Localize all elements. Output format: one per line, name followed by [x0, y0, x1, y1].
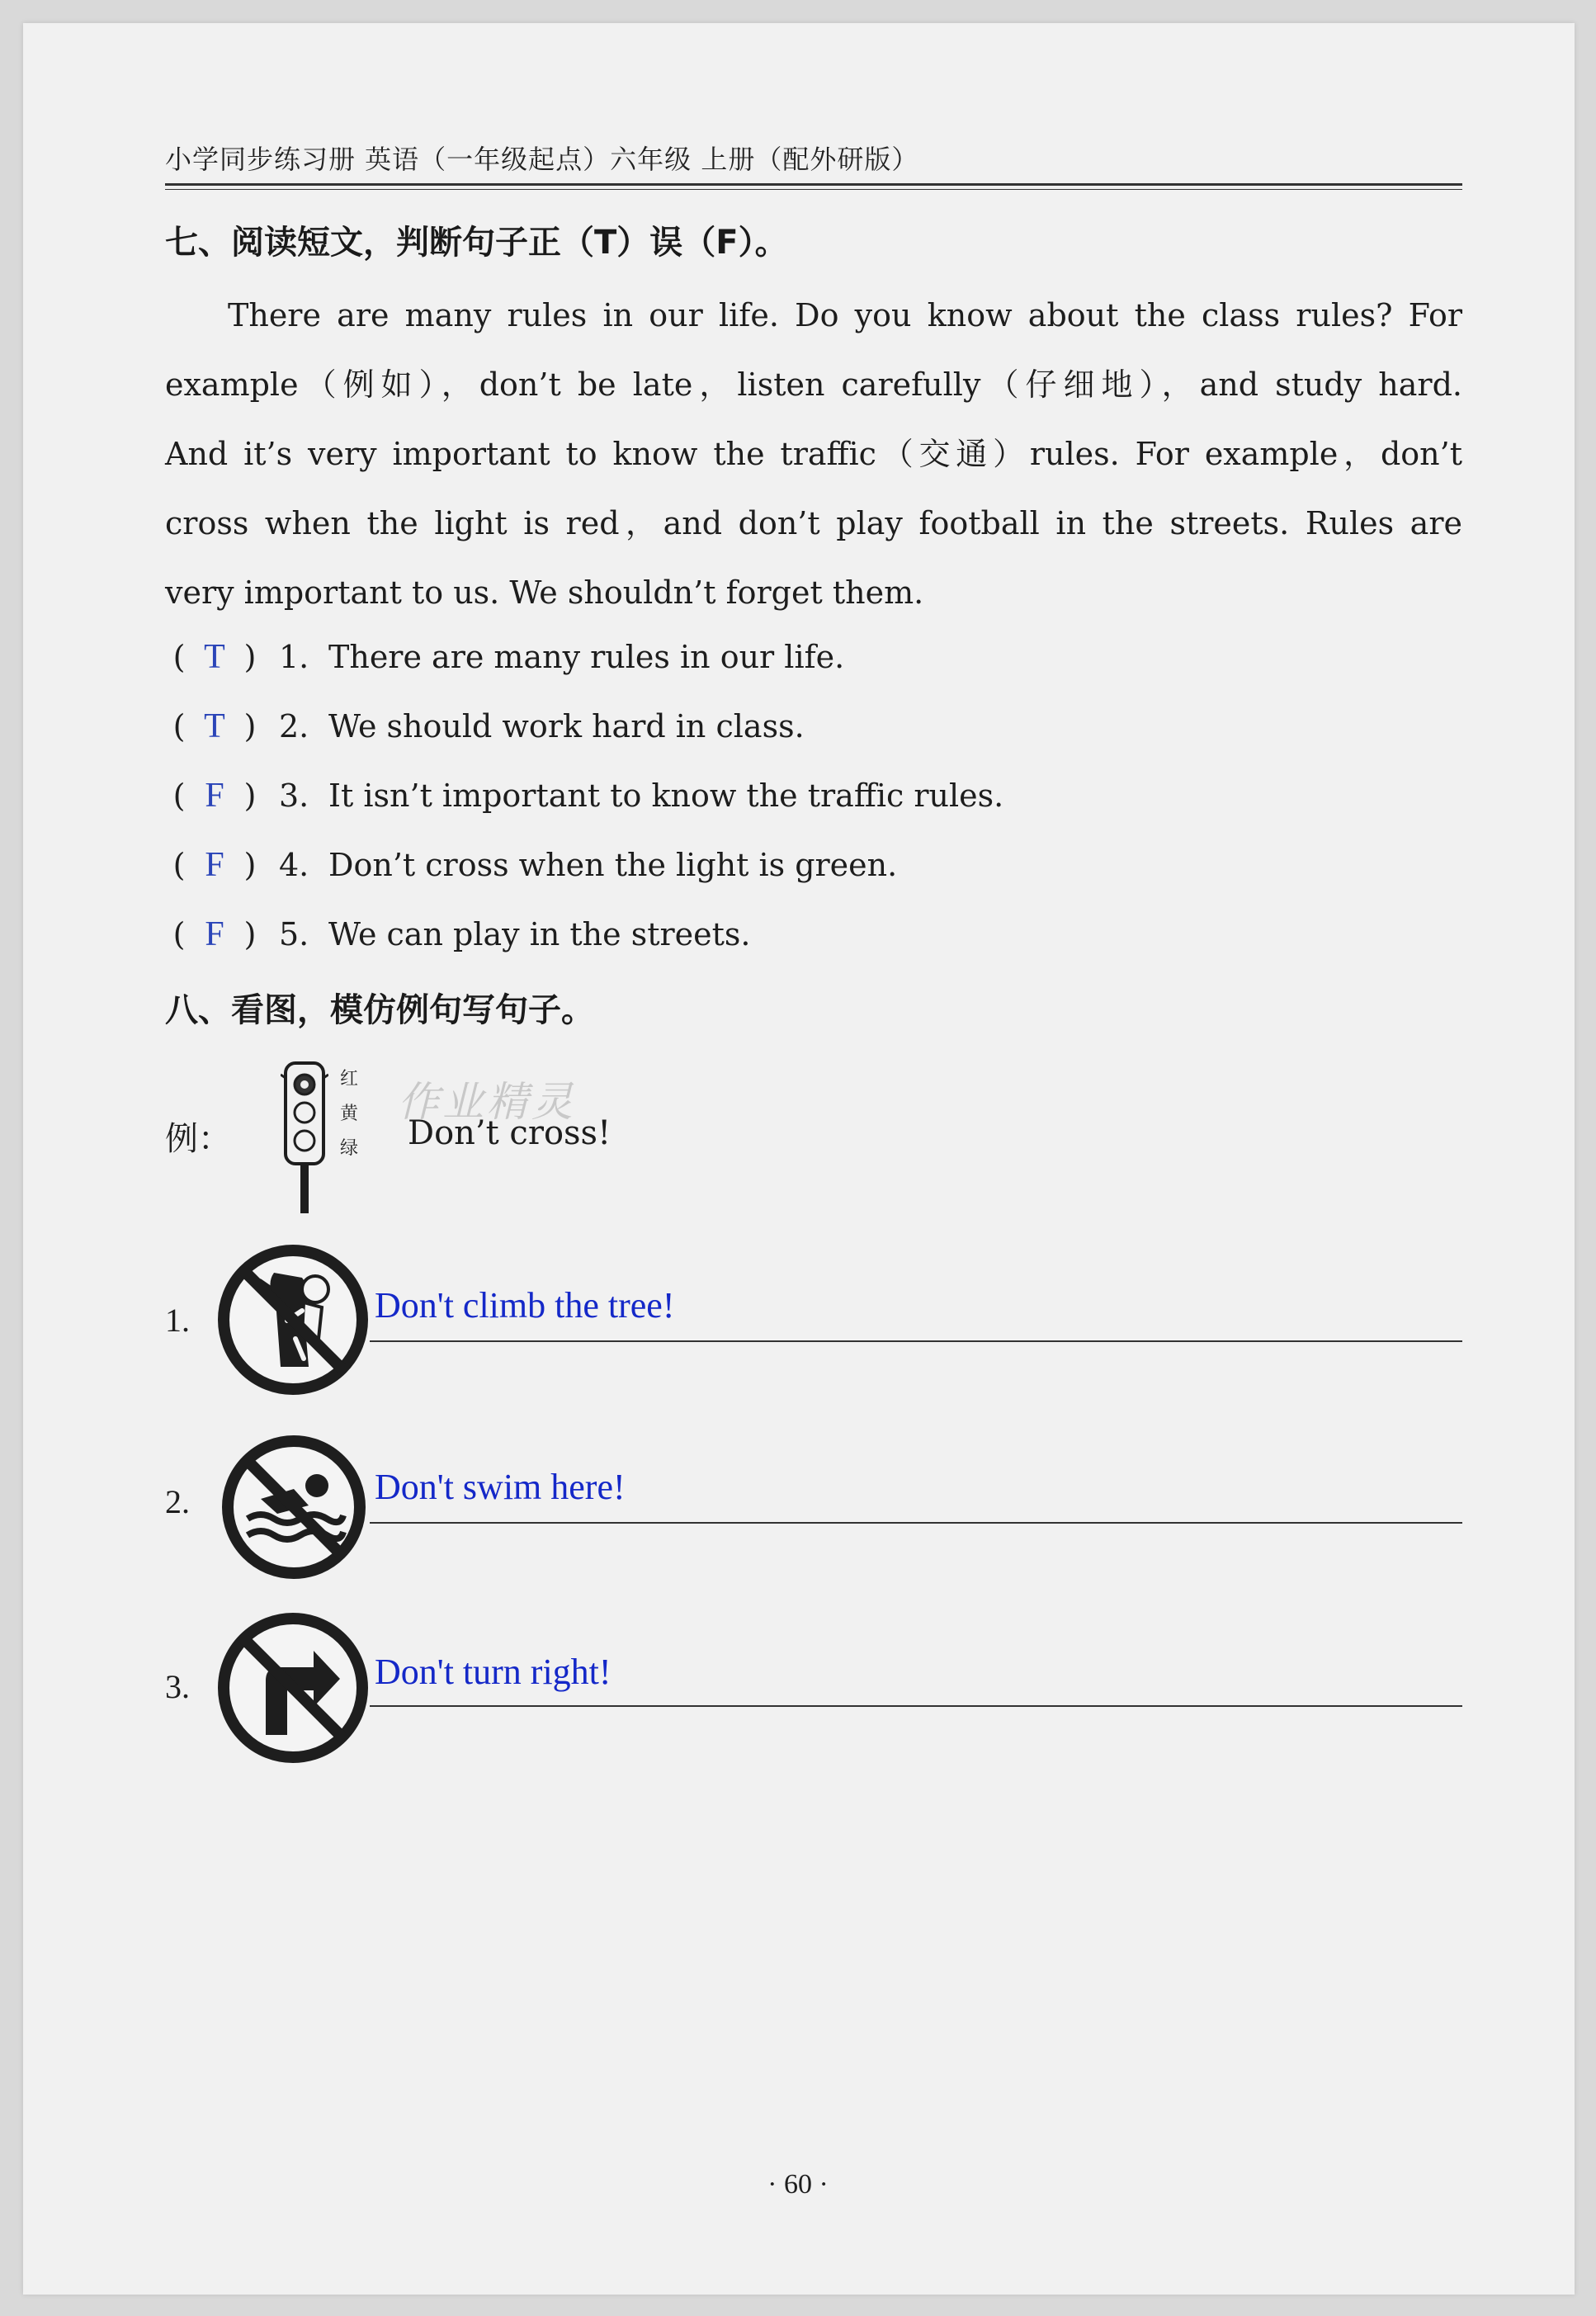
light-label-red: 红: [340, 1069, 359, 1089]
written-answer: Don't swim here!: [375, 1467, 626, 1507]
no-swimming-icon: [220, 1433, 368, 1581]
answer-mark: T: [204, 638, 225, 676]
bracket-close: ): [243, 916, 257, 952]
question-row: [165, 776, 1003, 815]
header-rule-thin: [165, 189, 1462, 190]
example-label: 例：: [165, 1120, 231, 1158]
passage-line: example（例如），don’t be late，listen carefully（仔细地），and study hard.: [165, 366, 1462, 403]
bracket-close: ): [243, 847, 257, 883]
traffic-light-icon: [281, 1060, 328, 1213]
bracket-close: ): [243, 778, 257, 814]
question-text: Don’t cross when the light is green.: [328, 847, 898, 883]
bracket-open: (: [172, 639, 186, 675]
written-answer: Don't climb the tree!: [375, 1285, 675, 1326]
example-sentence: Don’t cross!: [408, 1114, 611, 1152]
passage-line: There are many rules in our life. Do you know about the class rules? For: [228, 297, 1462, 333]
question-number: 4.: [279, 847, 309, 883]
question-number: 3.: [279, 778, 309, 814]
no-right-turn-icon: [216, 1611, 370, 1765]
answer-line: [370, 1522, 1462, 1524]
bracket-close: ): [243, 639, 257, 675]
bracket-close: ): [243, 708, 257, 744]
question-text: We can play in the streets.: [328, 916, 751, 952]
light-label-green: 绿: [340, 1138, 359, 1159]
light-label-yellow: 黄: [340, 1104, 359, 1124]
answer-mark: F: [205, 846, 224, 884]
reading-passage: [165, 281, 1462, 627]
section-7-title: 七、阅读短文，判断句子正（T）误（F）。: [165, 224, 788, 262]
question-row: [165, 915, 750, 954]
question-number: 2.: [279, 708, 309, 744]
item-number: 2.: [165, 1483, 190, 1520]
watermark-text: 作业精灵: [398, 1078, 576, 1126]
answer-line: [370, 1340, 1462, 1342]
section-8-title: 八、看图，模仿例句写句子。: [165, 991, 594, 1029]
question-text: It isn’t important to know the traffic rules.: [328, 778, 1004, 814]
question-row: [165, 637, 844, 677]
bracket-open: (: [172, 708, 186, 744]
item-number: 1.: [165, 1302, 190, 1339]
passage-line: And it’s very important to know the traffic（交通）rules. For example，don’t: [165, 436, 1462, 472]
answer-mark: F: [205, 915, 224, 953]
answer-mark: F: [205, 777, 224, 815]
item-number: 3.: [165, 1668, 190, 1705]
passage-line: cross when the light is red，and don’t play football in the streets. Rules are: [165, 505, 1462, 541]
question-row: [165, 845, 897, 885]
bracket-open: (: [172, 778, 186, 814]
answer-line: [370, 1705, 1462, 1707]
no-climbing-icon: [216, 1243, 370, 1397]
question-number: 5.: [279, 916, 309, 952]
question-number: 1.: [279, 639, 309, 675]
question-text: There are many rules in our life.: [328, 639, 845, 675]
question-text: We should work hard in class.: [328, 708, 805, 744]
page-number: · 60 ·: [767, 2169, 829, 2200]
bracket-open: (: [172, 916, 186, 952]
header-rule: [165, 183, 1462, 186]
question-row: [165, 707, 805, 746]
answer-mark: T: [204, 707, 225, 745]
bracket-open: (: [172, 847, 186, 883]
watermark: [398, 1069, 576, 1128]
written-answer: Don't turn right!: [375, 1652, 611, 1692]
book-title: 小学同步练习册 英语（一年级起点）六年级 上册（配外研版）: [165, 144, 919, 175]
passage-line: very important to us. We shouldn’t forget them.: [165, 574, 924, 611]
